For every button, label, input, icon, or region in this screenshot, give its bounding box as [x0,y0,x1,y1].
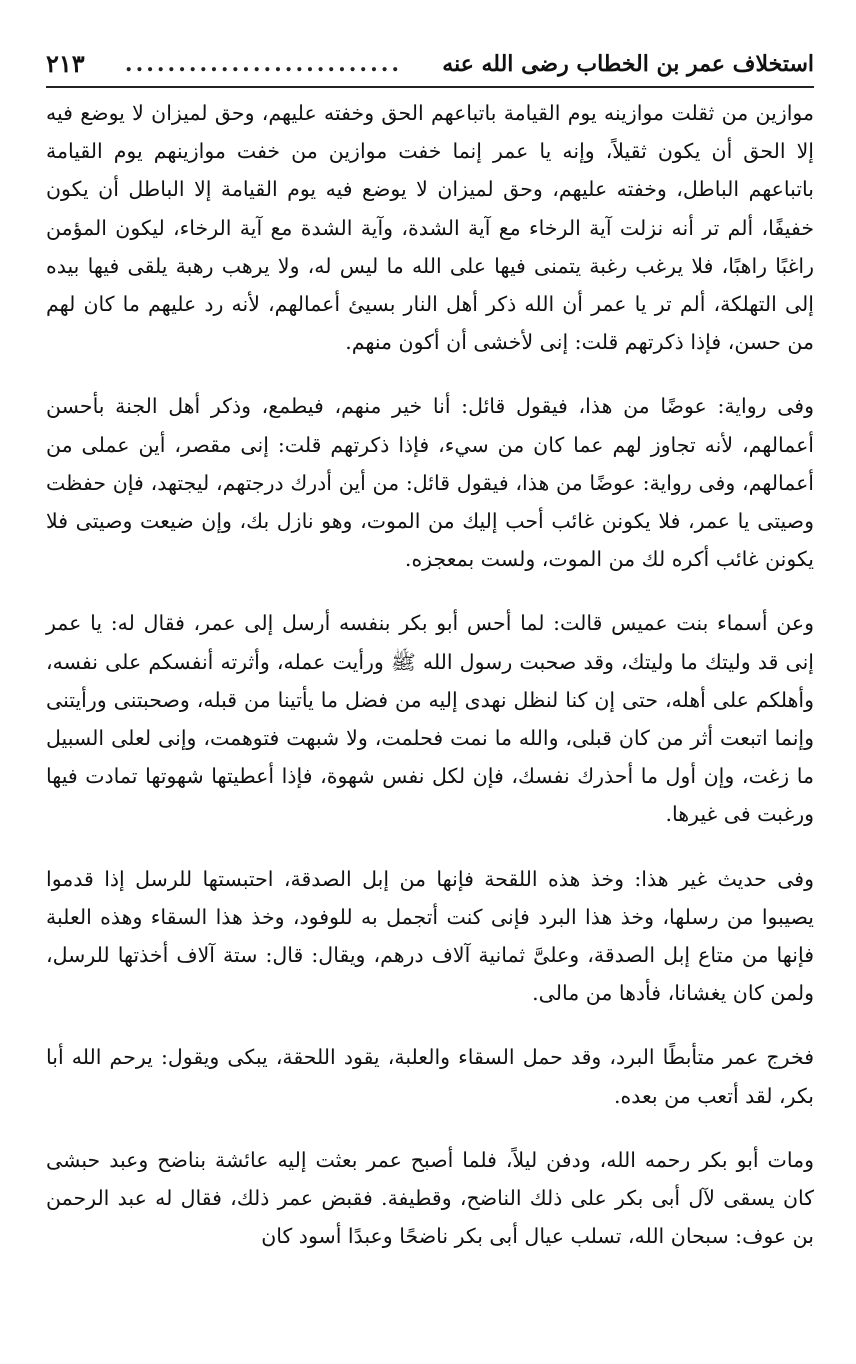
paragraph: وفى رواية: عوضًا من هذا، فيقول قائل: أنا خير منهم، فيطمع، وذكر أهل الجنة بأحسن أعمالهم، لأنه تجاوز لهم عما كان من سيء، فإذا ذكرتهم قلت: إنى مقصر، أين عملى من أعمالهم، وفى رواية: عوضًا من هذا، فيقول قائل: من أين أدرك درجتهم، ليجتهد، فإن حفظت وصيتى يا عمر، فلا يكونن غائب أحب إليك من الموت، وهو نازل بك، وإن ضيعت وصيتى فلا يكونن غائب أكره لك من الموت، ولست بمعجزه. [46,394,814,572]
page-number: ٢١٣ [46,49,85,78]
chapter-title: استخلاف عمر بن الخطاب رضى الله عنه [442,51,814,77]
paragraph: وفى حديث غير هذا: وخذ هذه اللقحة فإنها من إبل الصدقة، احتبستها للرسل إذا قدموا يصيبوا من رسلها، وخذ هذا البرد فإنى كنت أتجمل به للوفود، وخذ هذا السقاء وهذه العلبة فإنها من متاع إبل الصدقة، وعلىَّ ثمانية آلاف درهم، ويقال: قال: ستة آلاف أخذتها للرسل، ولمن كان يغشانا، فأدها من مالى. [46,866,814,1006]
body-text [46,94,814,1255]
header-leader-dots: .......................... [124,51,403,77]
paragraph: ومات أبو بكر رحمه الله، ودفن ليلاً، فلما أصبح عمر بعثت إليه عائشة بناضح وعبد حبشى كان يسقى لآل أبى بكر على ذلك الناضح، وقطيفة. فقبض عمر ذلك، فقال له عبد الرحمن بن عوف: سبحان الله، تسلب عيال أبى بكر ناضحًا وعبدًا أسود كان [46,1147,814,1249]
running-header [46,42,814,88]
paragraph: وعن أسماء بنت عميس قالت: لما أحس أبو بكر بنفسه أرسل إلى عمر، فقال له: يا عمر إنى قد وليتك ما وليتك، وقد صحبت رسول الله ﷺ ورأيت عمله، وأثرته أنفسكم على نفسه، وأهلكم على أهله، حتى إن كنا لنظل نهدى إليه من فضل ما يأتينا من قبله، وصحبتنى ورأيتنى وإنما اتبعت أثر من كان قبلى، والله ما نمت فحلمت، ولا شبهت فتوهمت، وإنى لعلى السبيل ما زغت، وإن أول ما أحذرك نفسك، فإن لكل نفس شهوة، فإذا أعطيتها شهوتها تمادت فيها ورغبت فى غيرها. [46,611,814,827]
paragraph: فخرج عمر متأبطًا البرد، وقد حمل السقاء والعلبة، يقود اللحقة، يبكى ويقول: يرحم الله أبا بكر، لقد أتعب من بعده. [46,1045,814,1108]
paragraph: موازين من ثقلت موازينه يوم القيامة باتباعهم الحق وخفته عليهم، وحق لميزان لا يوضع فيه إلا الحق أن يكون ثقيلاً، وإنه يا عمر إنما خفت موازين من خفت موازينهم يوم القيامة باتباعهم الباطل، وخفته عليهم، وحق لميزان لا يوضع فيه يوم القيامة إلا الباطل أن يكون خفيفًا، ألم تر أنه نزلت آية الرخاء مع آية الشدة، وآية الشدة مع آية الرخاء، ليكون المؤمن راغبًا راهبًا، فلا يرغب رغبة يتمنى فيها على الله ما ليس له، ولا يرهب رهبة يلقى فيها بيده إلى التهلكة، ألم تر يا عمر أن الله ذكر أهل النار بسيئ أعمالهم، لأنه رد عليهم ما كان لهم من حسن، فإذا ذكرتهم قلت: إنى لأخشى أن أكون منهم. [46,101,814,355]
